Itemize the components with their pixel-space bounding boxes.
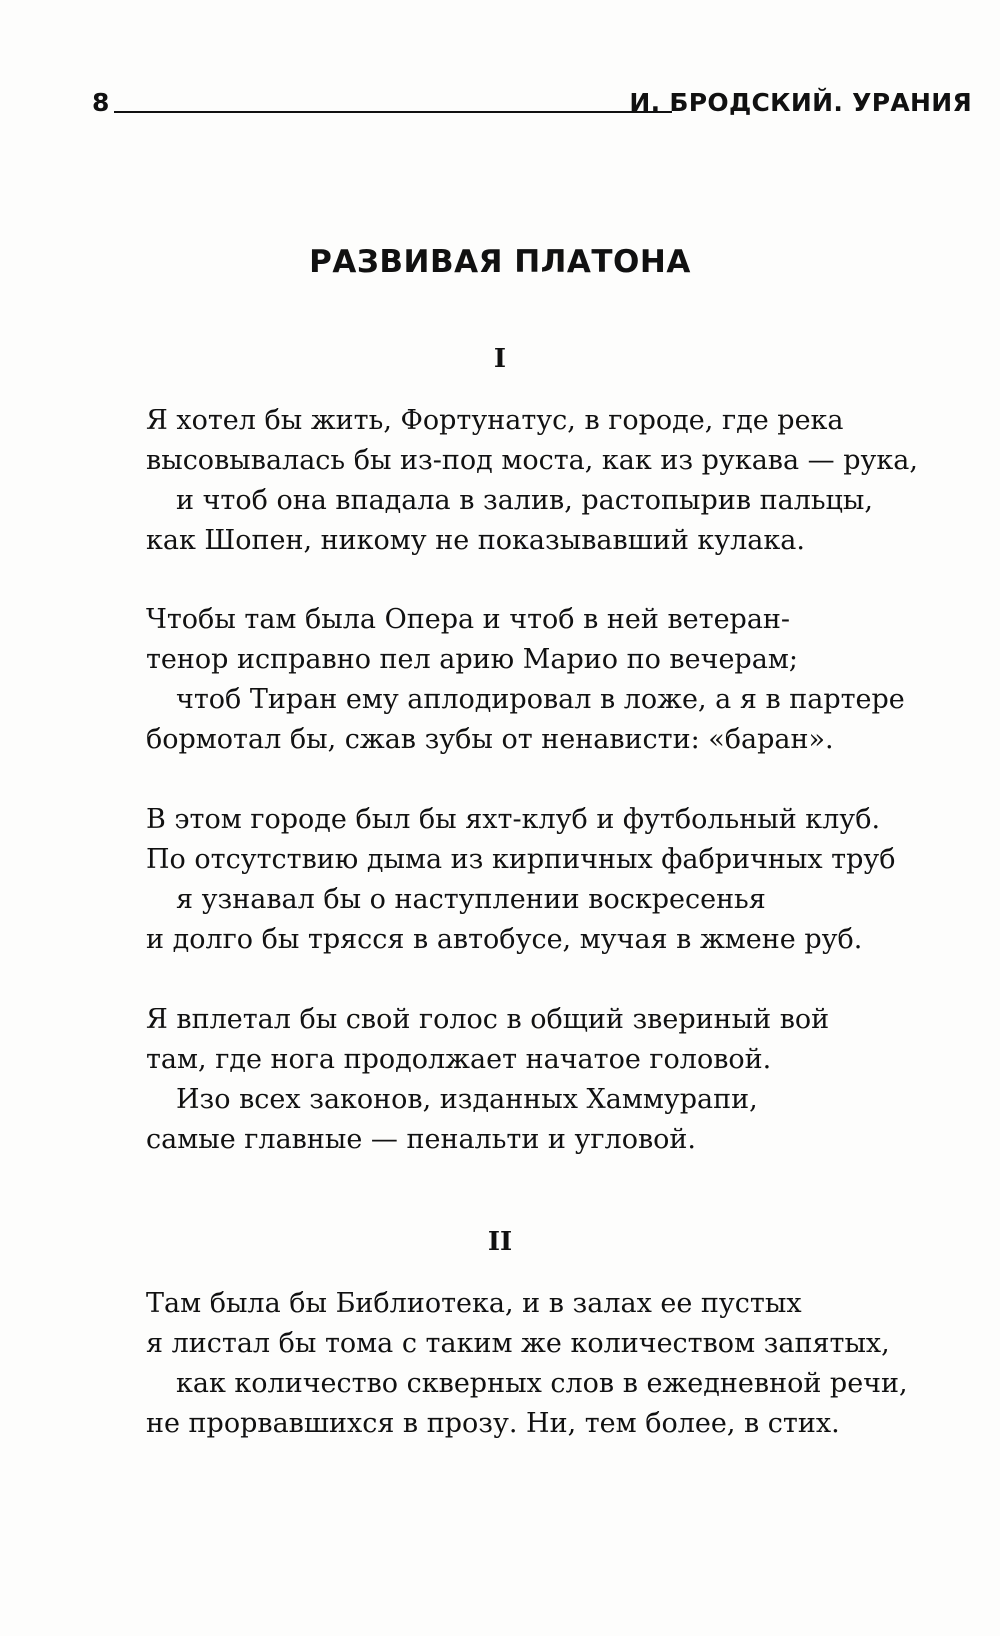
page-number: 8 xyxy=(92,88,110,117)
poem-line: не прорвавшихся в прозу. Ни, тем более, в стих. xyxy=(146,1408,840,1439)
poem-line: Чтобы там была Опера и чтоб в ней ветеран- xyxy=(146,604,791,635)
poem-title: РАЗВИВАЯ ПЛАТОНА xyxy=(309,244,691,280)
part-number-1: I xyxy=(493,344,507,374)
poem-line: бормотал бы, сжав зубы от ненависти: «баран». xyxy=(146,724,834,755)
poem-line: как количество скверных слов в ежедневной речи, xyxy=(176,1368,908,1399)
stanza xyxy=(146,1000,966,1160)
poem-line: и чтоб она впадала в залив, растопырив пальцы, xyxy=(176,485,873,516)
poem-line: и долго бы трясся в автобусе, мучая в жмене руб. xyxy=(146,924,863,955)
poem-line: По отсутствию дыма из кирпичных фабричных труб xyxy=(146,844,896,875)
poem-line: Там была бы Библиотека, и в залах ее пустых xyxy=(146,1288,802,1319)
poem-line: самые главные — пенальти и угловой. xyxy=(146,1124,696,1155)
stanza xyxy=(146,800,966,960)
header-rule xyxy=(114,111,672,113)
running-head xyxy=(92,86,972,120)
running-title: И. БРОДСКИЙ. УРАНИЯ xyxy=(629,88,972,117)
poem-line: я листал бы тома с таким же количеством запятых, xyxy=(146,1328,890,1359)
poem-line: чтоб Тиран ему аплодировал в ложе, а я в партере xyxy=(176,684,905,715)
part-number-2: II xyxy=(487,1227,513,1257)
stanza xyxy=(146,401,966,561)
poem-line: тенор исправно пел арию Марио по вечерам; xyxy=(146,644,798,675)
poem-line: там, где нога продолжает начатое головой. xyxy=(146,1044,772,1075)
poem-line: я узнавал бы о наступлении воскресенья xyxy=(176,884,766,915)
poem-line: Я хотел бы жить, Фортунатус, в городе, где река xyxy=(146,405,844,436)
poem-line: Изо всех законов, изданных Хаммурапи, xyxy=(176,1084,758,1115)
stanza xyxy=(146,1284,966,1444)
stanza xyxy=(146,600,966,760)
poem-line: высовывалась бы из-под моста, как из рукава — рука, xyxy=(146,445,918,476)
poem-line: Я вплетал бы свой голос в общий звериный вой xyxy=(146,1004,830,1035)
poem-line: как Шопен, никому не показывавший кулака. xyxy=(146,525,805,556)
poem-line: В этом городе был бы яхт-клуб и футбольный клуб. xyxy=(146,804,881,835)
